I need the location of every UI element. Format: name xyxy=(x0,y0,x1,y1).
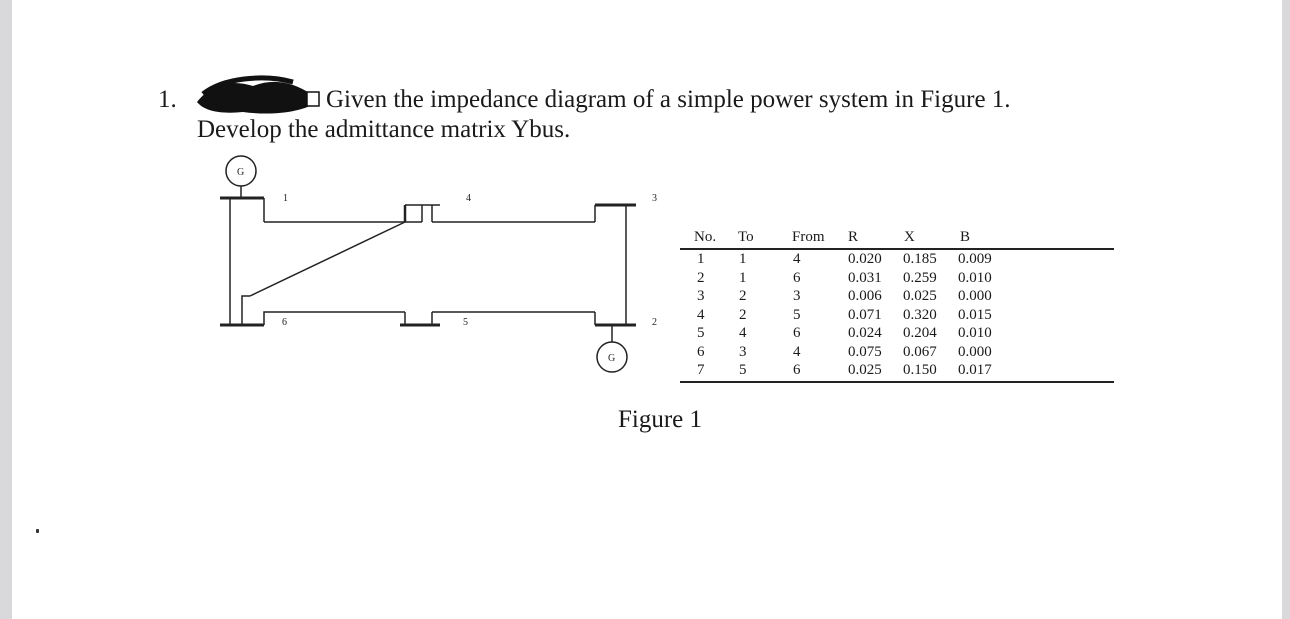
table-bottom-rule xyxy=(680,381,1114,383)
header-to: To xyxy=(738,229,754,245)
table-cell-b: 0.017 xyxy=(958,362,992,378)
table-cell-b: 0.015 xyxy=(958,306,992,323)
table-cell-from: 3 xyxy=(793,288,801,304)
table-cell-no: 4 xyxy=(697,306,705,323)
table-cell-x: 0.185 xyxy=(903,251,937,267)
table-cell-b: 0.010 xyxy=(958,269,992,286)
bus-label-5: 5 xyxy=(463,317,468,328)
table-cell-b: 0.000 xyxy=(958,343,992,360)
table-cell-to: 3 xyxy=(739,343,747,360)
table-cell-x: 0.067 xyxy=(903,343,937,360)
bus-label-2: 2 xyxy=(652,317,657,328)
table-cell-x: 0.150 xyxy=(903,362,937,378)
generator-label-top: G xyxy=(237,167,245,178)
table-cell-from: 4 xyxy=(793,343,801,360)
question-text-line-1: Given the impedance diagram of a simple power system in Figure 1. xyxy=(326,86,1011,113)
line-4-6-diagonal xyxy=(250,222,405,296)
header-no: No. xyxy=(694,229,717,245)
table-header-rule xyxy=(680,248,1114,250)
table-cell-b: 0.000 xyxy=(958,288,992,304)
table-cell-r: 0.075 xyxy=(848,343,882,360)
table-cell-to: 1 xyxy=(739,251,747,267)
table-cell-r: 0.020 xyxy=(848,251,882,267)
table-cell-r: 0.024 xyxy=(848,325,882,341)
table-cell-from: 5 xyxy=(793,306,801,323)
table-cell-to: 5 xyxy=(739,362,747,378)
table-cell-to: 1 xyxy=(739,269,747,286)
figure-caption: Figure 1 xyxy=(618,406,703,433)
table-cell-x: 0.204 xyxy=(903,325,937,341)
generator-label-bottom: G xyxy=(608,353,616,364)
table-cell-r: 0.071 xyxy=(848,306,882,323)
table-cell-no: 3 xyxy=(697,288,705,304)
table-cell-from: 4 xyxy=(793,251,801,267)
header-b: B xyxy=(960,229,971,245)
question-text-line-2: Develop the admittance matrix Ybus. xyxy=(197,116,571,143)
header-x: X xyxy=(904,229,915,245)
table-cell-x: 0.320 xyxy=(903,306,937,323)
header-r: R xyxy=(848,229,859,245)
header-from: From xyxy=(792,229,825,245)
table-cell-to: 2 xyxy=(739,288,747,304)
table-cell-b: 0.010 xyxy=(958,325,992,341)
bus-label-3: 3 xyxy=(652,193,657,204)
table-cell-to: 2 xyxy=(739,306,747,323)
bus-label-4: 4 xyxy=(466,193,471,204)
bus-label-1: 1 xyxy=(283,193,288,204)
table-cell-no: 7 xyxy=(697,362,705,378)
table-cell-from: 6 xyxy=(793,325,801,341)
table-cell-from: 6 xyxy=(793,269,801,286)
table-cell-r: 0.006 xyxy=(848,288,882,304)
bus-label-6: 6 xyxy=(282,317,287,328)
table-cell-no: 6 xyxy=(697,343,705,360)
table-cell-r: 0.025 xyxy=(848,362,882,378)
table-cell-x: 0.259 xyxy=(903,269,937,286)
table-cell-no: 5 xyxy=(697,325,705,341)
table-cell-to: 4 xyxy=(739,325,747,341)
table-cell-from: 6 xyxy=(793,362,801,378)
table-cell-x: 0.025 xyxy=(903,288,937,304)
question-number: 1. xyxy=(158,86,177,113)
table-cell-no: 2 xyxy=(697,269,705,286)
table-cell-b: 0.009 xyxy=(958,251,992,267)
table-cell-r: 0.031 xyxy=(848,269,882,286)
table-cell-no: 1 xyxy=(697,251,705,267)
line-4-6-end xyxy=(242,296,250,318)
